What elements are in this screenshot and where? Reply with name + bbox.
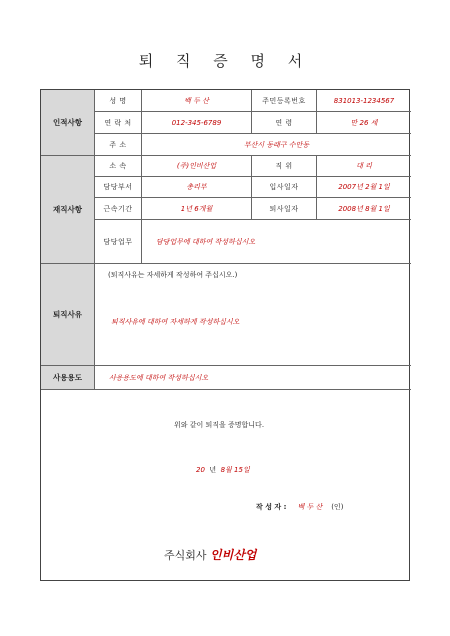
certification-area [41, 390, 411, 582]
address-label: 주 소 [95, 134, 142, 156]
duty-label: 담당업무 [95, 220, 142, 264]
department-label: 담당부서 [95, 177, 142, 198]
phone-label: 연 락 처 [95, 112, 142, 134]
age-label: 연 령 [252, 112, 317, 134]
leave-date-value[interactable]: 2008년 8월 1일 [317, 198, 411, 220]
document-title: 퇴 직 증 명 서 [138, 52, 312, 70]
reason-text: 퇴직사유에 대하여 자세하게 작성하십시오 [111, 318, 240, 326]
personal-category: 인적사항 [41, 90, 95, 156]
rrn-label: 주민등록번호 [252, 90, 317, 112]
certification-statement: 위와 같이 퇴직을 증명합니다. [174, 421, 265, 429]
name-value[interactable]: 백 두 산 [142, 90, 252, 112]
reason-category: 퇴직사유 [41, 264, 95, 366]
position-value[interactable]: 대 리 [317, 156, 411, 177]
join-date-label: 입사일자 [252, 177, 317, 198]
certificate-form [40, 89, 410, 581]
phone-value[interactable]: 012-345-6789 [142, 112, 252, 134]
company-line [164, 546, 256, 563]
period-value[interactable]: 1년 6개월 [142, 198, 252, 220]
writer-line [256, 502, 343, 512]
reason-instruction: (퇴직사유는 자세하게 작성하여 주십시오.) [108, 271, 238, 279]
rrn-value[interactable]: 831013-1234567 [317, 90, 411, 112]
seal-mark: (인) [331, 503, 344, 511]
writer-name[interactable]: 백 두 산 [297, 503, 323, 511]
age-value[interactable]: 만 26 세 [317, 112, 411, 134]
position-label: 직 위 [252, 156, 317, 177]
join-date-value[interactable]: 2007년 2월 1일 [317, 177, 411, 198]
date-year-unit: 년 [209, 466, 217, 474]
date-month-day: 8월 15일 [220, 466, 250, 474]
certification-date [196, 465, 250, 475]
period-label: 근속기간 [95, 198, 142, 220]
writer-label: 작 성 자 : [256, 503, 287, 511]
company-name[interactable]: 인비산업 [210, 548, 257, 562]
affiliation-label: 소 속 [95, 156, 142, 177]
date-year: 20 [196, 466, 205, 474]
duty-value[interactable]: 담당업무에 대하여 작성하십시오 [142, 220, 411, 264]
employment-category: 재직사항 [41, 156, 95, 264]
usage-category: 사용용도 [41, 366, 95, 390]
department-value[interactable]: 총리부 [142, 177, 252, 198]
usage-value[interactable]: 사용용도에 대하여 작성하십시오 [95, 366, 411, 390]
name-label: 성 명 [95, 90, 142, 112]
reason-box[interactable] [95, 264, 411, 366]
address-value[interactable]: 부산시 동래구 수안동 [142, 134, 411, 156]
affiliation-value[interactable]: (주)인비산업 [142, 156, 252, 177]
company-prefix: 주식회사 [164, 549, 207, 562]
leave-date-label: 퇴사일자 [252, 198, 317, 220]
